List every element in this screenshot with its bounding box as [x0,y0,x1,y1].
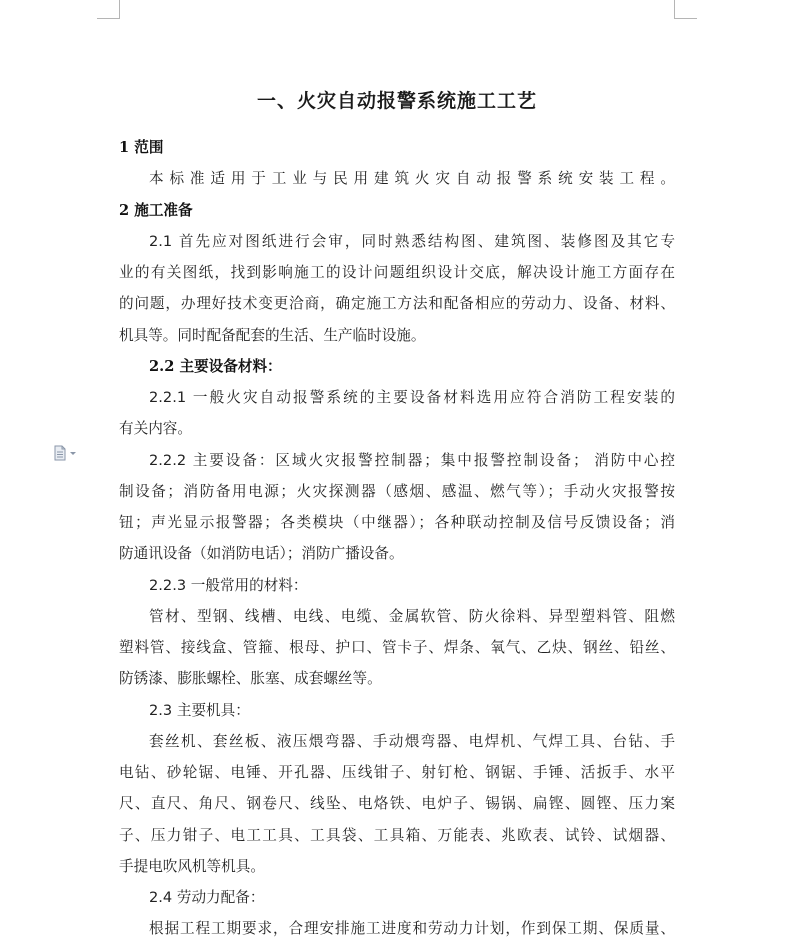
paragraph-line: 尺、直尺、角尺、钢卷尺、线坠、电烙铁、电炉子、锡锅、扁铿、圆铿、压力案 [119,795,675,813]
paragraph-options-icon[interactable] [53,445,79,461]
paragraph-line: 防锈漆、膨胀螺栓、胀塞、成套螺丝等。 [119,670,382,688]
paragraph-line: 套丝机、套丝板、液压煨弯器、手动煨弯器、电焊机、气焊工具、台钻、手 [149,732,675,750]
paragraph-line: 手提电吹风机等机具。 [119,857,265,875]
paragraph-line: 业的有关图纸，找到影响施工的设计问题组织设计交底，解决设计施工方面存在 [119,264,675,281]
paragraph-line: 防通讯设备（如消防电话）；消防广播设备。 [119,545,404,563]
paragraph-line: 的问题，办理好技术变更洽商，确定施工方法和配备相应的劳动力、设备、材料、 [119,295,675,313]
paragraph-line: 2.4 劳动力配备： [149,889,265,906]
paragraph-line: 2.2.3 一般常用的材料： [149,576,308,594]
paragraph-line: 子、压力钳子、电工工具、工具袋、工具箱、万能表、兆欧表、试铃、试烟器、 [119,826,675,844]
paragraph-line: 钮；声光显示报警器；各类模块（中继器）；各种联动控制及信号反馈设备；消 [119,514,675,531]
paragraph-line: 2.1 首先应对图纸进行会审，同时熟悉结构图、建筑图、装修图及其它专 [149,232,675,250]
paragraph-line: 有关内容。 [119,420,192,438]
paragraph-line: 电钻、砂轮锯、电锤、开孔器、压线钳子、射钉枪、钢锯、手锤、活扳手、水平 [119,764,675,781]
document-title: 一、火灾自动报警系统施工工艺 [256,90,537,112]
section-heading: 2.2 主要设备材料： [149,357,282,375]
paragraph-line: 制设备；消防备用电源；火灾探测器（感烟、感温、燃气等）；手动火灾报警按 [119,482,675,500]
paragraph-line: 2.3 主要机具： [149,701,250,719]
paragraph-line: 2.2.1 一般火灾自动报警系统的主要设备材料选用应符合消防工程安装的 [149,389,675,406]
page-corner-mark-top-left [97,0,120,19]
page-corner-mark-top-right [674,0,697,19]
paragraph-line: 机具等。同时配备配套的生活、生产临时设施。 [119,326,426,344]
paragraph-line: 根据工程工期要求，合理安排施工进度和劳动力计划，作到保工期、保质量、 [149,920,675,938]
paragraph-line: 2.2.2 主要设备：区域火灾报警控制器；集中报警控制设备； 消防中心控 [149,451,675,469]
paragraph-line: 塑料管、接线盒、管箍、根母、护口、管卡子、焊条、氧气、乙炔、钢丝、铅丝、 [119,639,675,656]
section-heading: 2 施工准备 [119,201,193,219]
paragraph-line: 管材、型钢、线槽、电线、电缆、金属软管、防火徐料、异型塑料管、阻燃 [149,607,675,625]
section-heading: 1 范围 [119,139,164,156]
paragraph-line: 本标准适用于工业与民用建筑火灾自动报警系统安装工程。 [149,170,675,188]
